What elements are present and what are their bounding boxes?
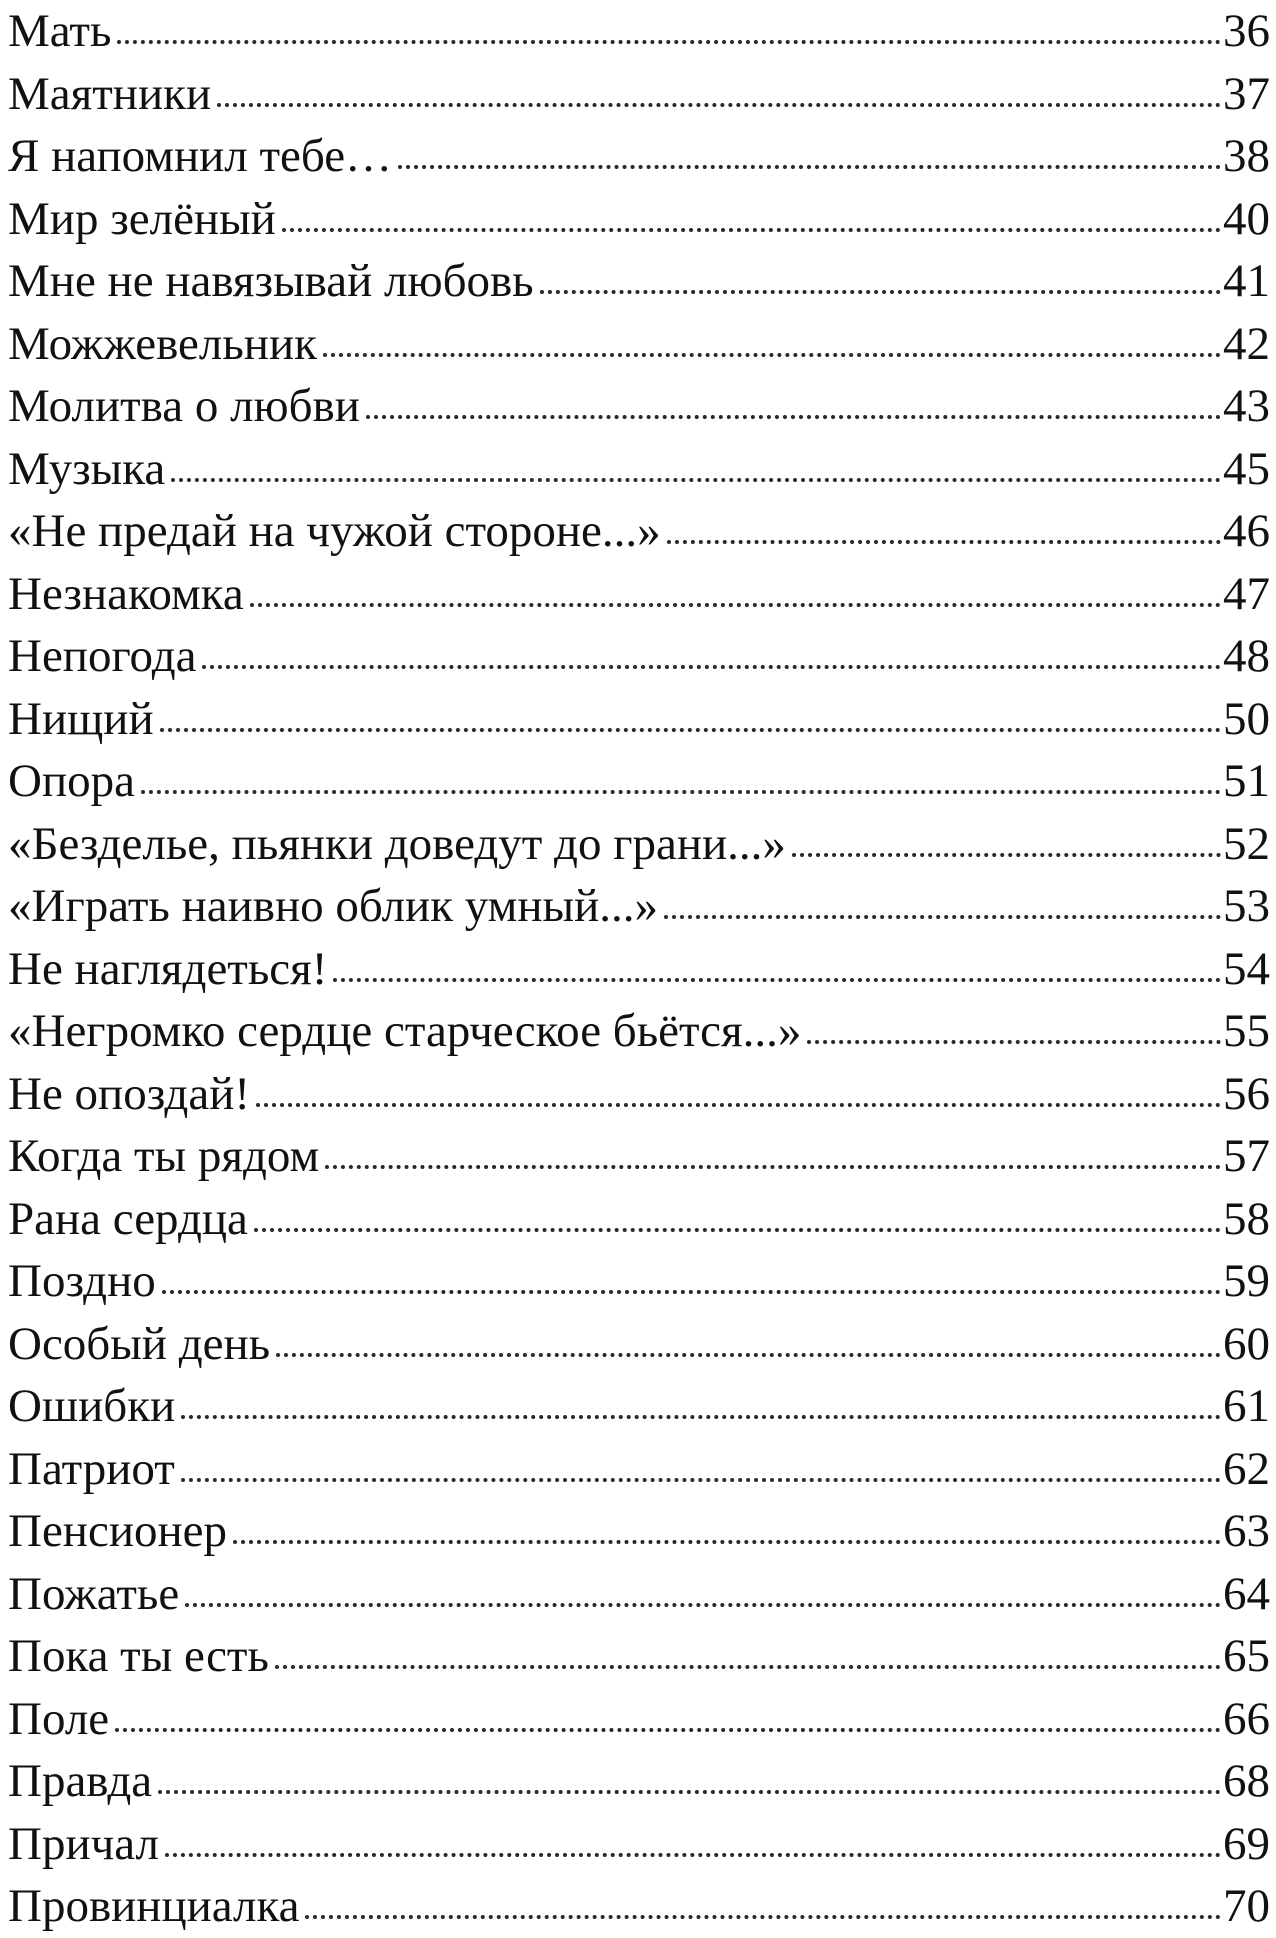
toc-entry-page-number: 46 bbox=[1223, 505, 1270, 558]
toc-entry-page-number: 61 bbox=[1223, 1380, 1270, 1433]
toc-entry-title: «Негромко сердце старческое бьётся...» bbox=[8, 1005, 802, 1058]
toc-dot-leader bbox=[115, 1728, 1221, 1732]
toc-entry-page-number: 47 bbox=[1223, 567, 1270, 620]
toc-dot-leader bbox=[398, 165, 1221, 169]
toc-entry-title: Пожатье bbox=[8, 1567, 180, 1620]
toc-entry-title: Опора bbox=[8, 755, 135, 808]
toc-dot-leader bbox=[181, 1478, 1221, 1482]
toc-dot-leader bbox=[664, 915, 1221, 919]
toc-entry-page-number: 60 bbox=[1223, 1317, 1270, 1370]
toc-entry bbox=[8, 1688, 1270, 1751]
toc-entry-page-number: 66 bbox=[1223, 1692, 1270, 1745]
toc-entry bbox=[8, 1625, 1270, 1688]
toc-entry-title: Можжевельник bbox=[8, 317, 317, 370]
toc-dot-leader bbox=[325, 1165, 1221, 1169]
toc-dot-leader bbox=[162, 1290, 1221, 1294]
toc-dot-leader bbox=[366, 415, 1221, 419]
toc-entry-page-number: 62 bbox=[1223, 1442, 1270, 1495]
toc-entry-title: Маятники bbox=[8, 67, 212, 120]
toc-entry-page-number: 45 bbox=[1223, 442, 1270, 495]
toc-entry bbox=[8, 1375, 1270, 1438]
toc-entry-title: «Безделье, пьянки доведут до грани...» bbox=[8, 817, 786, 870]
toc-entry-title: Патриот bbox=[8, 1442, 175, 1495]
toc-entry bbox=[8, 188, 1270, 251]
toc-entry-title: Нищий bbox=[8, 692, 154, 745]
toc-entry bbox=[8, 375, 1270, 438]
toc-dot-leader bbox=[250, 603, 1221, 607]
toc-entry-page-number: 42 bbox=[1223, 317, 1270, 370]
toc-entry-title: Ошибки bbox=[8, 1380, 176, 1433]
toc-entry bbox=[8, 1750, 1270, 1813]
toc-dot-leader bbox=[323, 353, 1221, 357]
toc-entry-page-number: 53 bbox=[1223, 880, 1270, 933]
toc-entry-page-number: 56 bbox=[1223, 1067, 1270, 1120]
toc-entry-title: Провинциалка bbox=[8, 1880, 300, 1933]
toc-entry-title: Не опоздай! bbox=[8, 1067, 250, 1120]
toc-entry bbox=[8, 0, 1270, 63]
toc-entry-page-number: 64 bbox=[1223, 1567, 1270, 1620]
toc-entry-title: Поле bbox=[8, 1692, 110, 1745]
toc-entry-page-number: 57 bbox=[1223, 1130, 1270, 1183]
table-of-contents bbox=[8, 0, 1270, 1938]
toc-entry-title: Когда ты рядом bbox=[8, 1130, 320, 1183]
toc-entry-page-number: 63 bbox=[1223, 1505, 1270, 1558]
toc-dot-leader bbox=[217, 103, 1221, 107]
toc-entry-title: Правда bbox=[8, 1755, 153, 1808]
toc-entry-page-number: 59 bbox=[1223, 1255, 1270, 1308]
toc-entry bbox=[8, 313, 1270, 376]
toc-entry-page-number: 36 bbox=[1223, 5, 1270, 58]
toc-entry bbox=[8, 875, 1270, 938]
toc-dot-leader bbox=[158, 1790, 1221, 1794]
toc-entry-title: Мир зелёный bbox=[8, 192, 276, 245]
toc-entry-title: Рана сердца bbox=[8, 1192, 248, 1245]
toc-entry bbox=[8, 500, 1270, 563]
toc-entry-page-number: 58 bbox=[1223, 1192, 1270, 1245]
toc-entry bbox=[8, 813, 1270, 876]
toc-dot-leader bbox=[202, 665, 1221, 669]
toc-entry bbox=[8, 1125, 1270, 1188]
toc-entry-title: Особый день bbox=[8, 1317, 271, 1370]
toc-entry-page-number: 50 bbox=[1223, 692, 1270, 745]
toc-entry-page-number: 48 bbox=[1223, 630, 1270, 683]
toc-dot-leader bbox=[275, 1665, 1221, 1669]
toc-dot-leader bbox=[141, 790, 1221, 794]
toc-entry-title: «Не предай на чужой стороне...» bbox=[8, 505, 661, 558]
toc-dot-leader bbox=[160, 728, 1221, 732]
toc-dot-leader bbox=[117, 40, 1221, 44]
toc-dot-leader bbox=[165, 1853, 1221, 1857]
toc-entry-page-number: 65 bbox=[1223, 1630, 1270, 1683]
toc-entry bbox=[8, 1188, 1270, 1251]
toc-entry bbox=[8, 1000, 1270, 1063]
toc-entry bbox=[8, 1063, 1270, 1126]
toc-entry-title: Я напомнил тебе… bbox=[8, 130, 393, 183]
toc-entry bbox=[8, 750, 1270, 813]
toc-dot-leader bbox=[792, 853, 1221, 857]
toc-entry-page-number: 37 bbox=[1223, 67, 1270, 120]
toc-entry-title: Поздно bbox=[8, 1255, 156, 1308]
toc-entry-page-number: 54 bbox=[1223, 942, 1270, 995]
toc-entry-page-number: 68 bbox=[1223, 1755, 1270, 1808]
toc-dot-leader bbox=[256, 1103, 1221, 1107]
toc-entry bbox=[8, 63, 1270, 126]
toc-entry-title: Мать bbox=[8, 5, 112, 58]
toc-entry bbox=[8, 688, 1270, 751]
toc-entry-title: Незнакомка bbox=[8, 567, 244, 620]
toc-dot-leader bbox=[181, 1415, 1221, 1419]
toc-dot-leader bbox=[185, 1603, 1221, 1607]
toc-dot-leader bbox=[254, 1228, 1221, 1232]
toc-entry bbox=[8, 1438, 1270, 1501]
toc-dot-leader bbox=[276, 1353, 1221, 1357]
toc-entry bbox=[8, 1250, 1270, 1313]
toc-entry bbox=[8, 1500, 1270, 1563]
toc-entry-page-number: 40 bbox=[1223, 192, 1270, 245]
toc-dot-leader bbox=[305, 1915, 1221, 1919]
toc-dot-leader bbox=[807, 1040, 1221, 1044]
toc-entry-page-number: 43 bbox=[1223, 380, 1270, 433]
toc-entry-page-number: 55 bbox=[1223, 1005, 1270, 1058]
toc-entry-title: Пока ты есть bbox=[8, 1630, 269, 1683]
toc-dot-leader bbox=[282, 228, 1221, 232]
toc-dot-leader bbox=[667, 540, 1221, 544]
toc-entry bbox=[8, 625, 1270, 688]
toc-entry-page-number: 69 bbox=[1223, 1817, 1270, 1870]
toc-dot-leader bbox=[233, 1540, 1221, 1544]
toc-entry-title: Пенсионер bbox=[8, 1505, 227, 1558]
toc-entry bbox=[8, 1813, 1270, 1876]
toc-entry bbox=[8, 1563, 1270, 1626]
toc-entry-page-number: 51 bbox=[1223, 755, 1270, 808]
toc-entry bbox=[8, 250, 1270, 313]
toc-entry-title: Музыка bbox=[8, 442, 166, 495]
toc-entry-page-number: 70 bbox=[1223, 1880, 1270, 1933]
toc-entry-title: «Играть наивно облик умный...» bbox=[8, 880, 659, 933]
toc-entry bbox=[8, 938, 1270, 1001]
toc-entry-title: Причал bbox=[8, 1817, 159, 1870]
toc-dot-leader bbox=[171, 478, 1221, 482]
toc-dot-leader bbox=[333, 978, 1221, 982]
toc-entry bbox=[8, 563, 1270, 626]
toc-entry-title: Непогода bbox=[8, 630, 197, 683]
toc-entry-page-number: 38 bbox=[1223, 130, 1270, 183]
toc-entry-page-number: 41 bbox=[1223, 255, 1270, 308]
toc-dot-leader bbox=[540, 290, 1221, 294]
toc-entry bbox=[8, 1313, 1270, 1376]
toc-entry-title: Не наглядеться! bbox=[8, 942, 328, 995]
toc-entry-title: Мне не навязывай любовь bbox=[8, 255, 534, 308]
toc-entry-page-number: 52 bbox=[1223, 817, 1270, 870]
toc-entry bbox=[8, 1875, 1270, 1938]
toc-entry bbox=[8, 125, 1270, 188]
toc-entry-title: Молитва о любви bbox=[8, 380, 360, 433]
toc-entry bbox=[8, 438, 1270, 501]
